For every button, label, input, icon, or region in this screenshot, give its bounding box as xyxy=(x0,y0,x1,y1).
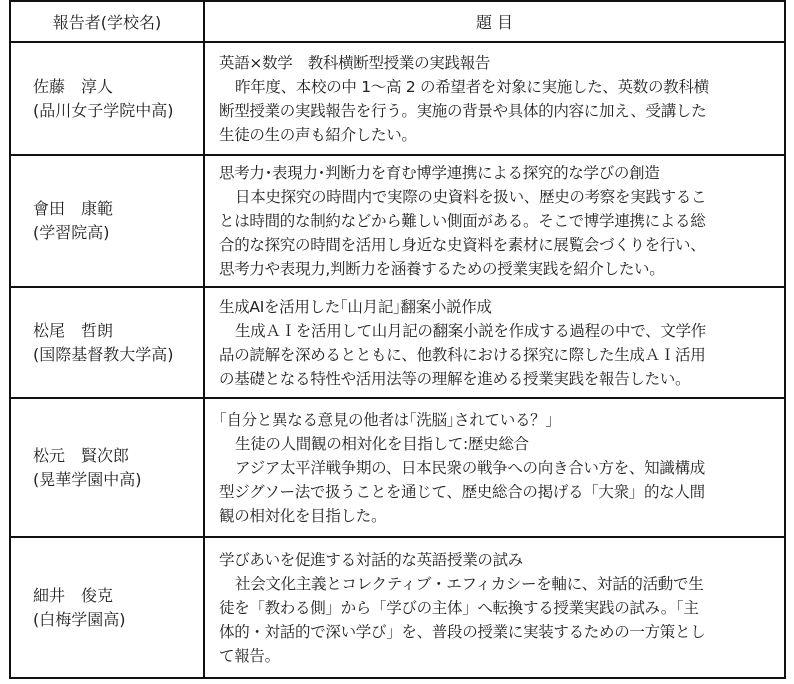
reporter-name: 松元 賢次郎 xyxy=(33,445,130,465)
topic-description-line: 昨年度、本校の中 1～高 2 の希望者を対象に実施した、英数の教科横 xyxy=(235,77,709,96)
topic-cell xyxy=(204,287,785,398)
reporter-school: (晃華学園中高) xyxy=(33,469,142,489)
topic-description-line: 思考力や表現力,判断力を涵養するための授業実践を紹介したい。 xyxy=(219,260,665,278)
topic-title: 学びあいを促進する対話的な英語授業の試み xyxy=(219,550,524,569)
reporter-name: 佐藤 淳人 xyxy=(33,76,114,96)
topic-title: 思考力･表現力･判断力を育む博学連携による探究的な学びの創造 xyxy=(219,164,660,182)
reporter-school: (品川女子学院中高) xyxy=(33,100,174,120)
topic-cell xyxy=(204,398,785,537)
header-row xyxy=(10,1,785,42)
topic-description-line: アジア太平洋戦争期の、日本民衆の戦争への向き合い方を、知識構成 xyxy=(235,458,705,477)
topic-cell xyxy=(204,537,785,678)
header-reporter: 報告者(学校名) xyxy=(10,1,204,42)
topic-title: 生成AIを活用した｢山月記｣翻案小説作成 xyxy=(219,297,492,316)
reporter-cell xyxy=(10,537,204,678)
topic-description-line: の基礎となる特性や活用法等の理解を進める授業実践を報告したい。 xyxy=(219,369,691,388)
reporter-school: (学習院高) xyxy=(33,223,110,242)
topic-description-line: 生徒の生の声も紹介したい。 xyxy=(219,125,417,144)
reporter-name: 細井 俊克 xyxy=(33,585,114,605)
reporter-cell xyxy=(10,398,204,537)
topic-description-line: 社会文化主義とコレクティブ・エフィカシーを軸に、対話的活動で生 xyxy=(235,574,704,593)
topic-cell xyxy=(204,42,785,155)
reporter-name: 松尾 哲朗 xyxy=(33,320,114,340)
topic-title: 生徒の人間観の相対化を目指して:歴史総合 xyxy=(235,434,529,453)
topic-description-line: 断型授業の実践報告を行う。実施の背景や具体的内容に加え、受講した xyxy=(219,101,707,120)
presentation-table xyxy=(9,0,786,679)
topic-description-line: 品の読解を深めるとともに、他教科における探究に際した生成ＡＩ活用 xyxy=(219,345,706,364)
reporter-cell xyxy=(10,42,204,155)
topic-description-line: 合的な探究の時間を活用し身近な史資料を素材に展覧会づくりを行い、 xyxy=(219,236,706,254)
table-row xyxy=(10,42,785,155)
topic-title: 英語×数学 教科横断型授業の実践報告 xyxy=(219,53,491,72)
table-row xyxy=(10,537,785,678)
topic-description-line: 体的・対話的で深い学び」を、普段の授業に実装するための一方策とし xyxy=(219,622,706,641)
topic-description-line: とは時間的な制約などから難しい側面がある。そこで博学連携による総 xyxy=(219,212,706,230)
topic-description-line: て報告。 xyxy=(219,646,280,665)
reporter-cell xyxy=(10,287,204,398)
topic-description-line: 観の相対化を目指した。 xyxy=(219,506,387,525)
topic-description-line: 徒を「教わる側」から「学びの主体」へ転換する授業実践の試み。「主 xyxy=(219,598,699,617)
topic-description-line: 型ジグソー法で扱うことを通じて、歴史総合の掲げる「大衆」的な人間 xyxy=(219,482,705,501)
topic-cell xyxy=(204,155,785,287)
topic-title: ｢自分と異なる意見の他者は｢洗脳｣されている？｣ xyxy=(219,410,553,429)
table-row xyxy=(10,287,785,398)
reporter-name: 會田 康範 xyxy=(33,199,114,218)
reporter-cell xyxy=(10,155,204,287)
table-row xyxy=(10,398,785,537)
table-row xyxy=(10,155,785,287)
topic-description-line: 生成ＡＩを活用して山月記の翻案小説を作成する過程の中で、文学作 xyxy=(235,321,706,340)
reporter-school: (国際基督教大学高) xyxy=(33,344,174,364)
reporter-school: (白梅学園高) xyxy=(33,609,126,629)
header-topic: 題 目 xyxy=(204,1,785,42)
topic-description-line: 日本史探究の時間内で実際の史資料を扱い、歴史の考察を実践するこ xyxy=(235,188,707,206)
